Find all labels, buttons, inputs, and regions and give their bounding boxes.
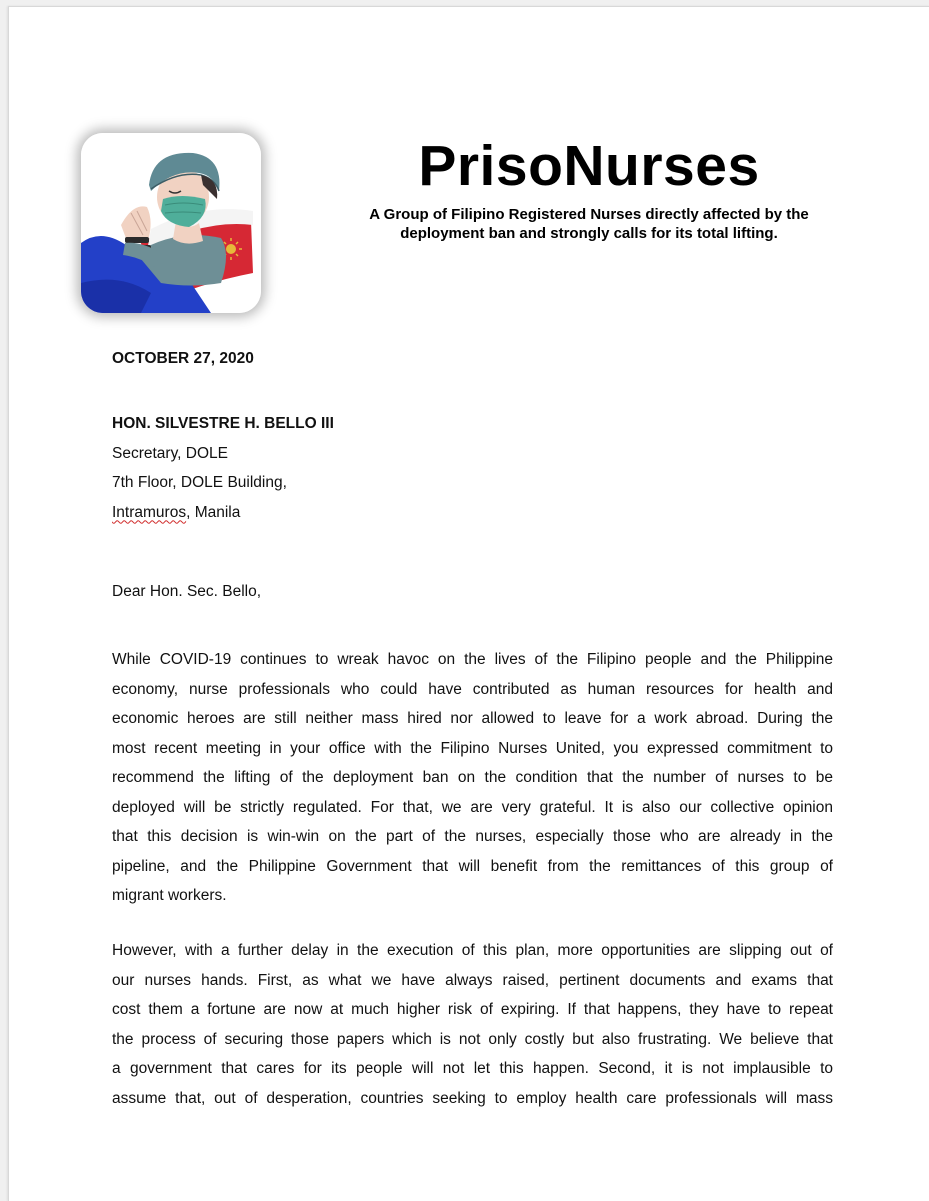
paragraph-line: our nurses hands. First, as what we have always raised, pertinent documents and exams that: [112, 971, 833, 989]
salutation: Dear Hon. Sec. Bello,: [112, 583, 262, 600]
letter-page: [8, 6, 929, 1201]
letter-date: OCTOBER 27, 2020: [112, 350, 254, 367]
tagline-line-2: deployment ban and strongly calls for its total lifting.: [400, 225, 778, 242]
paragraph-line: While COVID-19 continues to wreak havoc on the lives of the Filipino people and the Philippine: [112, 651, 833, 668]
paragraph-line: deployed will be strictly regulated. For that, we are very grateful. It is also our collective opinion: [112, 798, 833, 816]
paragraph-line: economic heroes are still neither mass hired nor allowed to leave for a work abroad. During the: [112, 710, 833, 727]
paragraph-line: migrant workers.: [112, 887, 227, 904]
paragraph-line: cost them a fortune are now at much higher risk of expiring. If that happens, they have to repeat: [112, 1001, 833, 1018]
addressee-city-rest: , Manila: [186, 503, 241, 521]
body-paragraph-1: [112, 645, 833, 911]
paragraph-line: that this decision is win-win on the part of the nurses, especially those who are already in the: [112, 828, 833, 845]
paragraph-line: recommend the lifting of the deployment ban on the condition that the number of nurses to be: [112, 769, 833, 786]
paragraph-line: most recent meeting in your office with the Filipino Nurses United, you expressed commitment to: [112, 739, 833, 757]
organization-tagline: [299, 205, 879, 243]
addressee-address: 7th Floor, DOLE Building,: [112, 474, 287, 491]
praying-nurse-icon: [81, 133, 261, 313]
tagline-line-1: A Group of Filipino Registered Nurses directly affected by the: [369, 206, 809, 223]
paragraph-line: a government that cares for its people will not let this happen. Second, it is not implausible to: [112, 1060, 833, 1077]
organization-logo: [81, 133, 261, 313]
body-paragraph-2: [112, 936, 833, 1113]
organization-name: PrisoNurses: [418, 134, 760, 198]
paragraph-line: assume that, out of desperation, countries seeking to employ health care professionals will mass: [112, 1089, 833, 1107]
addressee-name: HON. SILVESTRE H. BELLO III: [112, 415, 334, 432]
paragraph-line: pipeline, and the Philippine Government that will benefit from the remittances of this group of: [112, 857, 833, 875]
addressee-block: [112, 409, 334, 527]
addressee-city: [112, 498, 334, 528]
paragraph-line: the process of securing those papers which is not only costly but also frustrating. We believe that: [112, 1030, 833, 1048]
paragraph-line: However, with a further delay in the execution of this plan, more opportunities are slipping out of: [112, 942, 833, 959]
addressee-title: Secretary, DOLE: [112, 444, 229, 462]
paragraph-line: economy, nurse professionals who could have contributed as human resources for health and: [112, 680, 833, 698]
spellcheck-flagged-word: Intramuros: [112, 503, 187, 521]
